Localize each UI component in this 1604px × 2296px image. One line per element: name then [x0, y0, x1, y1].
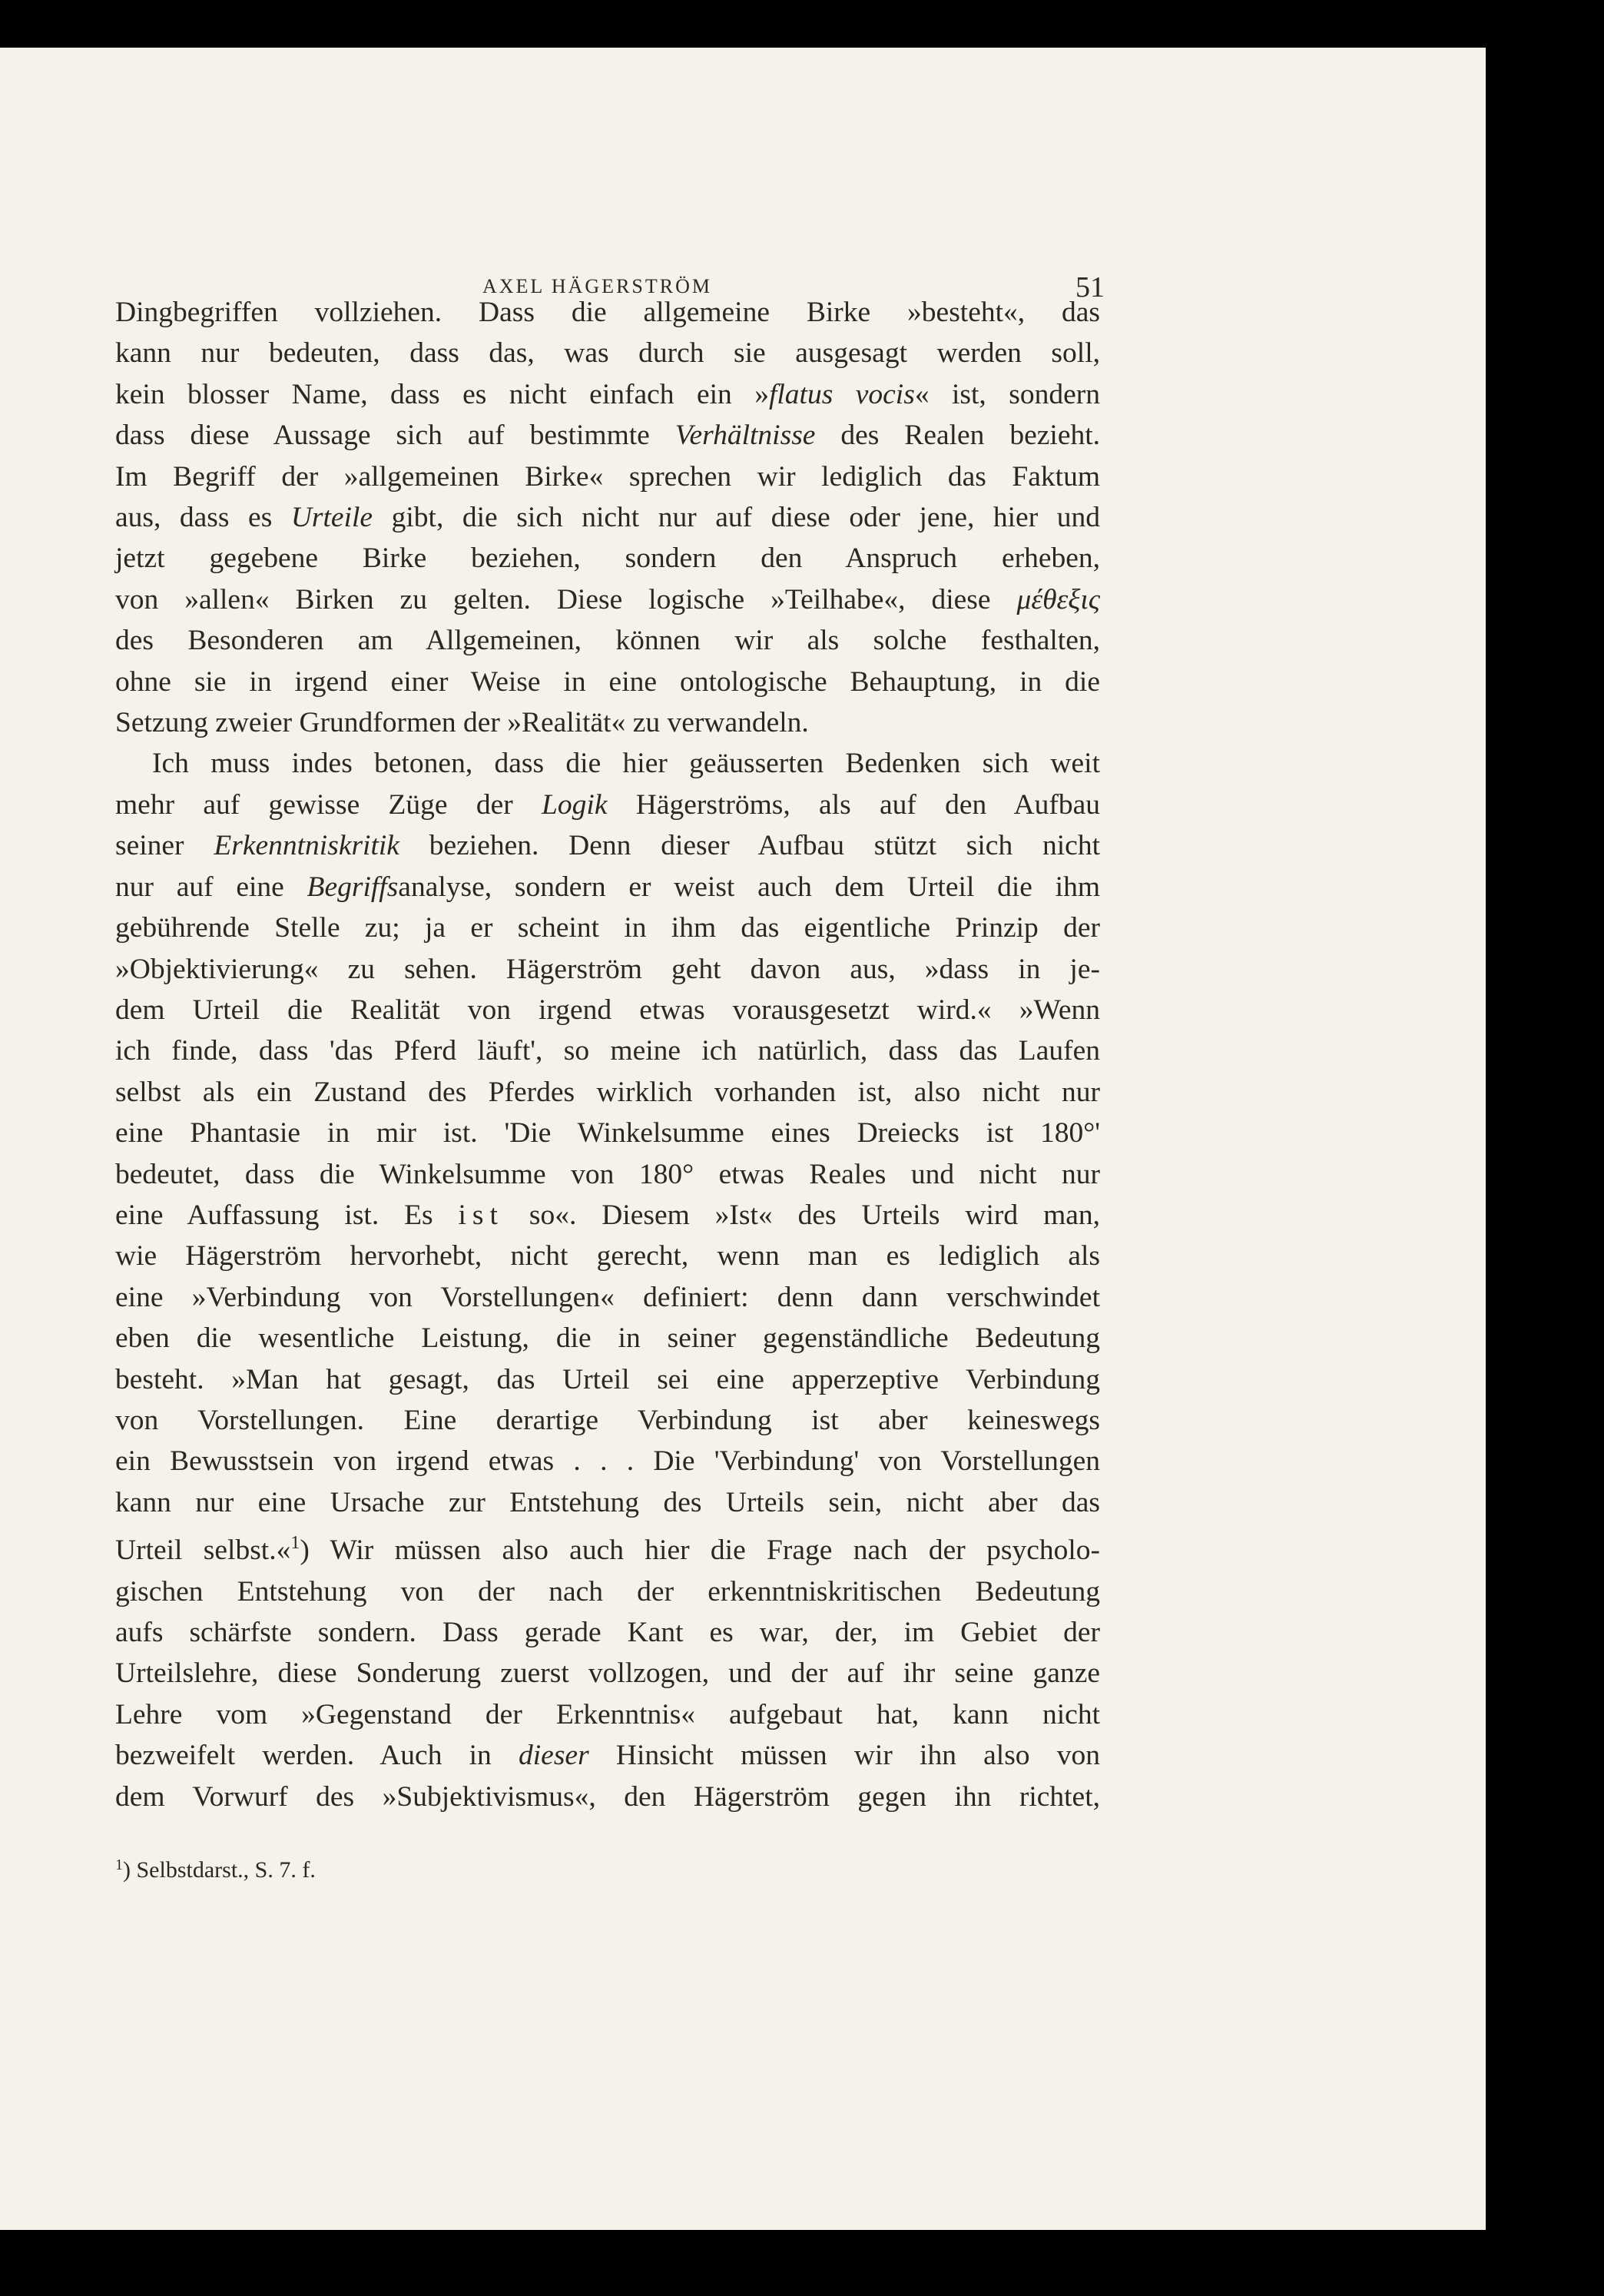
footnote-reference: 1 [290, 1533, 300, 1554]
text-line: jetzt gegebene Birke beziehen, sondern den Anspruch erheben, [115, 542, 1100, 575]
text-line: Setzung zweier Grundformen der »Realität« zu verwandeln. [115, 707, 809, 739]
text-line: mehr auf gewisse Züge der Logik Hägerströms, als auf den Aufbau [115, 788, 1100, 821]
text-line: Dingbegriffen vollziehen. Dass die allgemeine Birke »besteht«, das [115, 297, 1100, 328]
text-line: bezweifelt werden. Auch in dieser Hinsicht müssen wir ihn also von [115, 1740, 1101, 1772]
text-line: ich finde, dass 'das Pferd läuft', so meine ich natürlich, dass das Laufen [115, 1035, 1100, 1067]
text-line: Im Begriff der »allgemeinen Birke« sprechen wir lediglich das Faktum [115, 460, 1100, 493]
text-line: bedeutet, dass die Winkelsumme von 180° etwas Reales und nicht nur [115, 1158, 1100, 1190]
text-line: eine Auffassung ist. Es ist so«. Diesem »Ist« des Urteils wird man, [115, 1199, 1101, 1231]
text-line: von »allen« Birken zu gelten. Diese logische »Teilhabe«, diese μέθεξις [115, 583, 1100, 615]
text-line: eine Phantasie in mir ist. 'Die Winkelsumme eines Dreiecks ist 180°' [115, 1117, 1100, 1150]
text-line: Urteil selbst.«$^1$) Wir müssen also auch hier die Frage nach der psycholo- [115, 1533, 1100, 1567]
text-line: dem Vorwurf des »Subjektivismus«, den Hägerström gegen ihn richtet, [115, 1780, 1100, 1813]
text-line: gebührende Stelle zu; ja er scheint in ihm das eigentliche Prinzip der [115, 912, 1100, 944]
text-line: aufs schärfste sondern. Dass gerade Kant es war, der, im Gebiet der [115, 1617, 1100, 1648]
footnote-text: ) Selbstdarst., S. 7. f. [123, 1857, 316, 1883]
running-head: AXEL HÄGERSTRÖM [482, 275, 712, 297]
page-number: 51 [1075, 271, 1105, 304]
text-line: Lehre vom »Gegenstand der Erkenntnis« aufgebaut hat, kann nicht [115, 1698, 1100, 1730]
text-line: kein blosser Name, dass es nicht einfach ein »flatus vocis« ist, sondern [115, 378, 1100, 410]
text-line: »Objektivierung« zu sehen. Hägerström geht davon aus, »dass in je- [115, 953, 1100, 985]
text-line: aus, dass es Urteile gibt, die sich nicht nur auf diese oder jene, hier und [115, 502, 1100, 534]
text-line: kann nur bedeuten, dass das, was durch sie ausgesagt werden soll, [115, 337, 1100, 370]
text-line: ohne sie in irgend einer Weise in eine ontologische Behauptung, in die [115, 665, 1100, 698]
text-line: nur auf eine Begriffsanalyse, sondern er weist auch dem Urteil die ihm [115, 871, 1101, 903]
text-line: seiner Erkenntniskritik beziehen. Denn dieser Aufbau stützt sich nicht [115, 830, 1100, 862]
text-line: eine »Verbindung von Vorstellungen« definiert: denn dann verschwindet [115, 1281, 1100, 1313]
text-line: eben die wesentliche Leistung, die in seiner gegenständliche Bedeutung [115, 1322, 1100, 1355]
text-line: Ich muss indes betonen, dass die hier geäusserten Bedenken sich weit [152, 748, 1100, 780]
footnote [115, 1856, 316, 1883]
text-line: kann nur eine Ursache zur Entstehung des Urteils sein, nicht aber das [115, 1486, 1100, 1518]
text-line: ein Bewusstsein von irgend etwas . . . Die 'Verbindung' von Vorstellungen [115, 1445, 1100, 1478]
text-line: besteht. »Man hat gesagt, das Urteil sei eine apperzeptive Verbindung [115, 1363, 1100, 1395]
text-line: des Besonderen am Allgemeinen, können wir als solche festhalten, [115, 625, 1100, 657]
text-line: von Vorstellungen. Eine derartige Verbindung ist aber keineswegs [115, 1404, 1100, 1436]
text-line: selbst als ein Zustand des Pferdes wirklich vorhanden ist, also nicht nur [115, 1076, 1100, 1108]
text-line: wie Hägerström hervorhebt, nicht gerecht, wenn man es lediglich als [115, 1240, 1100, 1272]
text-line: gischen Entstehung von der nach der erkenntniskritischen Bedeutung [115, 1575, 1100, 1608]
text-line: Urteilslehre, diese Sonderung zuerst vollzogen, und der auf ihr seine ganze [115, 1657, 1100, 1690]
body-text [115, 292, 1100, 1817]
footnote-mark: 1 [115, 1856, 123, 1873]
text-line: dem Urteil die Realität von irgend etwas vorausgesetzt wird.« »Wenn [115, 994, 1100, 1026]
text-line: dass diese Aussage sich auf bestimmte Verhältnisse des Realen bezieht. [115, 420, 1101, 452]
